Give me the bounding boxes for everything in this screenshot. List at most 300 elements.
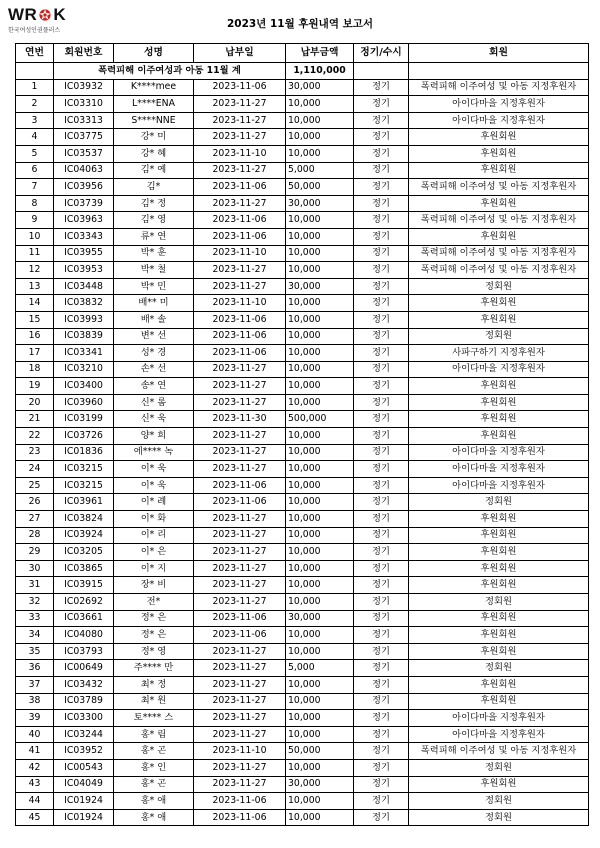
cell-date: 2023-11-27 [194, 262, 286, 279]
cell-no: 6 [16, 162, 54, 179]
cell-member-id: IC03839 [54, 328, 114, 345]
cell-amount: 10,000 [286, 428, 354, 445]
cell-amount: 10,000 [286, 710, 354, 727]
table-row [16, 444, 589, 461]
cell-member: 정회원 [409, 759, 589, 776]
cell-amount: 10,000 [286, 627, 354, 644]
cell-name: K****mee [114, 79, 194, 96]
table-row [16, 245, 589, 262]
table-row [16, 179, 589, 196]
cell-amount: 10,000 [286, 361, 354, 378]
cell-member: 후원회원 [409, 560, 589, 577]
cell-member-id: IC03726 [54, 428, 114, 445]
cell-name: 토**** 스 [114, 710, 194, 727]
cell-date: 2023-11-10 [194, 743, 286, 760]
table-row [16, 793, 589, 810]
cell-member: 후원회원 [409, 195, 589, 212]
cell-date: 2023-11-10 [194, 145, 286, 162]
cell-type: 정기 [354, 710, 409, 727]
cell-no: 38 [16, 693, 54, 710]
cell-member-id: IC03300 [54, 710, 114, 727]
cell-no: 35 [16, 643, 54, 660]
cell-type: 정기 [354, 461, 409, 478]
cell-member: 후원회원 [409, 693, 589, 710]
cell-member-id: IC03824 [54, 511, 114, 528]
table-row [16, 162, 589, 179]
cell-date: 2023-11-27 [194, 560, 286, 577]
cell-amount: 10,000 [286, 594, 354, 611]
cell-member-id: IC03775 [54, 129, 114, 146]
cell-member: 정회원 [409, 594, 589, 611]
cell-amount: 10,000 [286, 328, 354, 345]
cell-type: 정기 [354, 793, 409, 810]
cell-member-id: IC00543 [54, 759, 114, 776]
cell-no: 19 [16, 378, 54, 395]
cell-amount: 5,000 [286, 660, 354, 677]
table-row [16, 494, 589, 511]
cell-type: 정기 [354, 676, 409, 693]
cell-date: 2023-11-10 [194, 295, 286, 312]
cell-type: 정기 [354, 610, 409, 627]
cell-date: 2023-11-06 [194, 494, 286, 511]
cell-amount: 10,000 [286, 494, 354, 511]
cell-amount: 5,000 [286, 162, 354, 179]
cell-amount: 10,000 [286, 759, 354, 776]
cell-member: 후원회원 [409, 129, 589, 146]
cell-member-id: IC01924 [54, 793, 114, 810]
cell-member: 폭력피해 이주여성 및 아동 지정후원자 [409, 212, 589, 229]
cell-date: 2023-11-27 [194, 129, 286, 146]
table-row [16, 394, 589, 411]
cell-member: 후원회원 [409, 627, 589, 644]
cell-no: 23 [16, 444, 54, 461]
cell-amount: 10,000 [286, 676, 354, 693]
cell-name: 손* 선 [114, 361, 194, 378]
cell-type: 정기 [354, 378, 409, 395]
cell-no: 10 [16, 228, 54, 245]
table-row [16, 676, 589, 693]
cell-type: 정기 [354, 96, 409, 113]
cell-date: 2023-11-27 [194, 527, 286, 544]
cell-amount: 30,000 [286, 195, 354, 212]
header-date: 납부일 [194, 44, 286, 63]
table-row [16, 195, 589, 212]
cell-name: 박* 훈 [114, 245, 194, 262]
cell-no: 34 [16, 627, 54, 644]
cell-date: 2023-11-06 [194, 228, 286, 245]
cell-amount: 10,000 [286, 212, 354, 229]
cell-no: 30 [16, 560, 54, 577]
cell-date: 2023-11-06 [194, 328, 286, 345]
cell-member: 후원회원 [409, 776, 589, 793]
cell-date: 2023-11-27 [194, 444, 286, 461]
cell-member-id: IC03993 [54, 311, 114, 328]
table-row [16, 726, 589, 743]
cell-member: 후원회원 [409, 162, 589, 179]
cell-member: 폭력피해 이주여성 및 아동 지정후원자 [409, 179, 589, 196]
cell-name: 변* 선 [114, 328, 194, 345]
cell-name: 홍* 곤 [114, 743, 194, 760]
cell-member-id: IC04049 [54, 776, 114, 793]
cell-member-id: IC03343 [54, 228, 114, 245]
cell-type: 정기 [354, 726, 409, 743]
cell-member: 후원회원 [409, 311, 589, 328]
cell-member: 후원회원 [409, 378, 589, 395]
summary-empty-cell [354, 63, 409, 80]
cell-date: 2023-11-27 [194, 759, 286, 776]
table-row [16, 411, 589, 428]
cell-no: 21 [16, 411, 54, 428]
cell-member: 아이다마을 지정후원자 [409, 112, 589, 129]
cell-name: 이* 화 [114, 511, 194, 528]
cell-member: 정회원 [409, 793, 589, 810]
cell-member: 폭력피해 이주여성 및 아동 지정후원자 [409, 79, 589, 96]
cell-name: 박* 철 [114, 262, 194, 279]
cell-member-id: IC01836 [54, 444, 114, 461]
cell-amount: 10,000 [286, 544, 354, 561]
cell-amount: 500,000 [286, 411, 354, 428]
donation-table [15, 43, 589, 826]
cell-member: 후원회원 [409, 511, 589, 528]
cell-member-id: IC03963 [54, 212, 114, 229]
cell-no: 7 [16, 179, 54, 196]
cell-name: 이* 은 [114, 544, 194, 561]
cell-no: 17 [16, 345, 54, 362]
cell-member: 사파구하기 지정후원자 [409, 345, 589, 362]
cell-no: 42 [16, 759, 54, 776]
table-row [16, 278, 589, 295]
cell-member-id: IC03537 [54, 145, 114, 162]
cell-name: 신* 욱 [114, 411, 194, 428]
cell-amount: 10,000 [286, 262, 354, 279]
cell-name: 김* 정 [114, 195, 194, 212]
cell-member-id: IC03448 [54, 278, 114, 295]
cell-amount: 30,000 [286, 610, 354, 627]
cell-name: 신* 롬 [114, 394, 194, 411]
logo-wordmark-left: WR [8, 5, 38, 24]
table-row [16, 145, 589, 162]
table-row [16, 361, 589, 378]
cell-member: 아이다마을 지정후원자 [409, 461, 589, 478]
cell-no: 36 [16, 660, 54, 677]
cell-no: 9 [16, 212, 54, 229]
cell-amount: 10,000 [286, 793, 354, 810]
cell-date: 2023-11-06 [194, 477, 286, 494]
cell-no: 45 [16, 809, 54, 826]
cell-type: 정기 [354, 361, 409, 378]
cell-member-id: IC03215 [54, 477, 114, 494]
table-header-row [16, 44, 589, 63]
cell-member-id: IC03953 [54, 262, 114, 279]
cell-no: 3 [16, 112, 54, 129]
cell-amount: 50,000 [286, 743, 354, 760]
cell-type: 정기 [354, 577, 409, 594]
table-row [16, 328, 589, 345]
cell-amount: 10,000 [286, 461, 354, 478]
cell-type: 정기 [354, 428, 409, 445]
cell-no: 5 [16, 145, 54, 162]
cell-member-id: IC03865 [54, 560, 114, 577]
cell-name: 배* 솔 [114, 311, 194, 328]
table-row [16, 809, 589, 826]
cell-type: 정기 [354, 477, 409, 494]
cell-member-id: IC03956 [54, 179, 114, 196]
cell-name: 김* 영 [114, 212, 194, 229]
cell-name: 홍* 애 [114, 793, 194, 810]
cell-type: 정기 [354, 444, 409, 461]
logo-subtitle: 한국여성인권플러스 [8, 27, 61, 34]
cell-no: 39 [16, 710, 54, 727]
header-type: 정기/수시 [354, 44, 409, 63]
cell-member-id: IC03313 [54, 112, 114, 129]
cell-name: 박* 민 [114, 278, 194, 295]
summary-empty-cell [409, 63, 589, 80]
cell-member: 아이다마을 지정후원자 [409, 726, 589, 743]
cell-name: 장* 비 [114, 577, 194, 594]
cell-amount: 10,000 [286, 560, 354, 577]
cell-member: 아이다마을 지정후원자 [409, 96, 589, 113]
cell-name: S****NNE [114, 112, 194, 129]
cell-date: 2023-11-06 [194, 212, 286, 229]
cell-amount: 10,000 [286, 378, 354, 395]
cell-type: 정기 [354, 328, 409, 345]
cell-type: 정기 [354, 627, 409, 644]
cell-name: 홍* 림 [114, 726, 194, 743]
cell-name: 성* 경 [114, 345, 194, 362]
cell-type: 정기 [354, 411, 409, 428]
summary-label: 폭력피해 이주여성과 아동 11월 계 [54, 63, 286, 80]
cell-name: 정* 은 [114, 627, 194, 644]
table-row [16, 129, 589, 146]
cell-no: 16 [16, 328, 54, 345]
cell-member-id: IC03661 [54, 610, 114, 627]
cell-member-id: IC01924 [54, 809, 114, 826]
cell-amount: 10,000 [286, 511, 354, 528]
cell-date: 2023-11-27 [194, 394, 286, 411]
cell-type: 정기 [354, 527, 409, 544]
cell-type: 정기 [354, 494, 409, 511]
cell-amount: 10,000 [286, 693, 354, 710]
cell-date: 2023-11-27 [194, 594, 286, 611]
cell-date: 2023-11-10 [194, 245, 286, 262]
cell-member-id: IC03952 [54, 743, 114, 760]
cell-name: 이* 욱 [114, 461, 194, 478]
cell-member-id: IC00649 [54, 660, 114, 677]
table-row [16, 477, 589, 494]
cell-name: 배** 미 [114, 295, 194, 312]
table-row [16, 511, 589, 528]
table-row [16, 295, 589, 312]
table-row [16, 228, 589, 245]
cell-member: 후원회원 [409, 145, 589, 162]
cell-member-id: IC03244 [54, 726, 114, 743]
cell-amount: 10,000 [286, 394, 354, 411]
table-row [16, 378, 589, 395]
cell-member-id: IC03924 [54, 527, 114, 544]
cell-name: 강* 혜 [114, 145, 194, 162]
cell-amount: 10,000 [286, 96, 354, 113]
cell-type: 정기 [354, 245, 409, 262]
table-row [16, 759, 589, 776]
cell-no: 29 [16, 544, 54, 561]
cell-member: 정회원 [409, 809, 589, 826]
header-member: 회원 [409, 44, 589, 63]
cell-member: 후원회원 [409, 577, 589, 594]
cell-type: 정기 [354, 560, 409, 577]
table-row [16, 776, 589, 793]
summary-row [16, 63, 589, 80]
cell-amount: 10,000 [286, 577, 354, 594]
cell-name: 강* 미 [114, 129, 194, 146]
cell-no: 44 [16, 793, 54, 810]
cell-no: 11 [16, 245, 54, 262]
cell-no: 40 [16, 726, 54, 743]
cell-name: 이* 지 [114, 560, 194, 577]
cell-date: 2023-11-27 [194, 428, 286, 445]
cell-no: 18 [16, 361, 54, 378]
cell-member-id: IC03210 [54, 361, 114, 378]
cell-date: 2023-11-27 [194, 776, 286, 793]
cell-name: 김* 예 [114, 162, 194, 179]
cell-type: 정기 [354, 195, 409, 212]
cell-amount: 30,000 [286, 278, 354, 295]
cell-name: 에**** 녹 [114, 444, 194, 461]
cell-amount: 30,000 [286, 79, 354, 96]
summary-empty-cell [16, 63, 54, 80]
cell-date: 2023-11-06 [194, 627, 286, 644]
cell-type: 정기 [354, 129, 409, 146]
cell-type: 정기 [354, 311, 409, 328]
cell-member: 폭력피해 이주여성 및 아동 지정후원자 [409, 743, 589, 760]
cell-date: 2023-11-06 [194, 179, 286, 196]
cell-name: 최* 원 [114, 693, 194, 710]
cell-name: 이* 례 [114, 494, 194, 511]
cell-type: 정기 [354, 228, 409, 245]
cell-no: 25 [16, 477, 54, 494]
cell-no: 26 [16, 494, 54, 511]
cell-member: 후원회원 [409, 643, 589, 660]
cell-date: 2023-11-27 [194, 361, 286, 378]
cell-member: 후원회원 [409, 428, 589, 445]
cell-member-id: IC03310 [54, 96, 114, 113]
table-row [16, 577, 589, 594]
cell-name: 이* 욱 [114, 477, 194, 494]
cell-no: 13 [16, 278, 54, 295]
cell-type: 정기 [354, 212, 409, 229]
cell-date: 2023-11-27 [194, 112, 286, 129]
cell-type: 정기 [354, 743, 409, 760]
cell-no: 24 [16, 461, 54, 478]
cell-type: 정기 [354, 295, 409, 312]
cell-no: 15 [16, 311, 54, 328]
cell-member: 후원회원 [409, 228, 589, 245]
header-no: 연번 [16, 44, 54, 63]
cell-amount: 10,000 [286, 726, 354, 743]
cell-date: 2023-11-27 [194, 461, 286, 478]
cell-member-id: IC03205 [54, 544, 114, 561]
cell-member-id: IC03955 [54, 245, 114, 262]
cell-no: 43 [16, 776, 54, 793]
cell-member-id: IC04063 [54, 162, 114, 179]
cell-name: 홍* 곤 [114, 776, 194, 793]
cell-no: 14 [16, 295, 54, 312]
cell-type: 정기 [354, 112, 409, 129]
cell-name: 홍* 인 [114, 759, 194, 776]
cell-amount: 10,000 [286, 129, 354, 146]
cell-date: 2023-11-27 [194, 693, 286, 710]
cell-amount: 10,000 [286, 295, 354, 312]
cell-no: 33 [16, 610, 54, 627]
cell-date: 2023-11-06 [194, 793, 286, 810]
cell-member-id: IC03739 [54, 195, 114, 212]
cell-date: 2023-11-27 [194, 660, 286, 677]
cell-type: 정기 [354, 660, 409, 677]
cell-member: 후원회원 [409, 411, 589, 428]
header-member-id: 회원번호 [54, 44, 114, 63]
cell-type: 정기 [354, 345, 409, 362]
cell-amount: 30,000 [286, 776, 354, 793]
cell-amount: 10,000 [286, 112, 354, 129]
cell-amount: 10,000 [286, 643, 354, 660]
table-row [16, 627, 589, 644]
cell-date: 2023-11-06 [194, 345, 286, 362]
cell-type: 정기 [354, 693, 409, 710]
cell-type: 정기 [354, 511, 409, 528]
cell-member: 아이다마을 지정후원자 [409, 477, 589, 494]
cell-amount: 50,000 [286, 179, 354, 196]
cell-amount: 10,000 [286, 444, 354, 461]
cell-type: 정기 [354, 179, 409, 196]
cell-name: 정* 은 [114, 610, 194, 627]
cell-amount: 10,000 [286, 809, 354, 826]
cell-member: 후원회원 [409, 676, 589, 693]
table-row [16, 544, 589, 561]
cell-type: 정기 [354, 262, 409, 279]
cell-type: 정기 [354, 544, 409, 561]
cell-member-id: IC03960 [54, 394, 114, 411]
cell-no: 1 [16, 79, 54, 96]
logo-wordmark-right: K [53, 5, 67, 24]
table-row [16, 527, 589, 544]
cell-date: 2023-11-27 [194, 96, 286, 113]
cell-date: 2023-11-27 [194, 544, 286, 561]
table-row [16, 461, 589, 478]
cell-amount: 10,000 [286, 345, 354, 362]
cell-member-id: IC03432 [54, 676, 114, 693]
cell-no: 32 [16, 594, 54, 611]
cell-member: 후원회원 [409, 394, 589, 411]
cell-type: 정기 [354, 394, 409, 411]
cell-date: 2023-11-30 [194, 411, 286, 428]
table-row [16, 262, 589, 279]
cell-no: 12 [16, 262, 54, 279]
cell-member: 후원회원 [409, 544, 589, 561]
cell-name: 주**** 만 [114, 660, 194, 677]
table-row [16, 345, 589, 362]
cell-member: 정회원 [409, 660, 589, 677]
table-row [16, 428, 589, 445]
cell-member-id: IC03341 [54, 345, 114, 362]
cell-date: 2023-11-27 [194, 378, 286, 395]
cell-no: 31 [16, 577, 54, 594]
cell-name: 양* 희 [114, 428, 194, 445]
cell-member: 폭력피해 이주여성 및 아동 지정후원자 [409, 245, 589, 262]
cell-type: 정기 [354, 79, 409, 96]
cell-no: 20 [16, 394, 54, 411]
report-title: 2023년 11월 후원내역 보고서 [226, 18, 374, 30]
table-row [16, 710, 589, 727]
header-amount: 납부금액 [286, 44, 354, 63]
